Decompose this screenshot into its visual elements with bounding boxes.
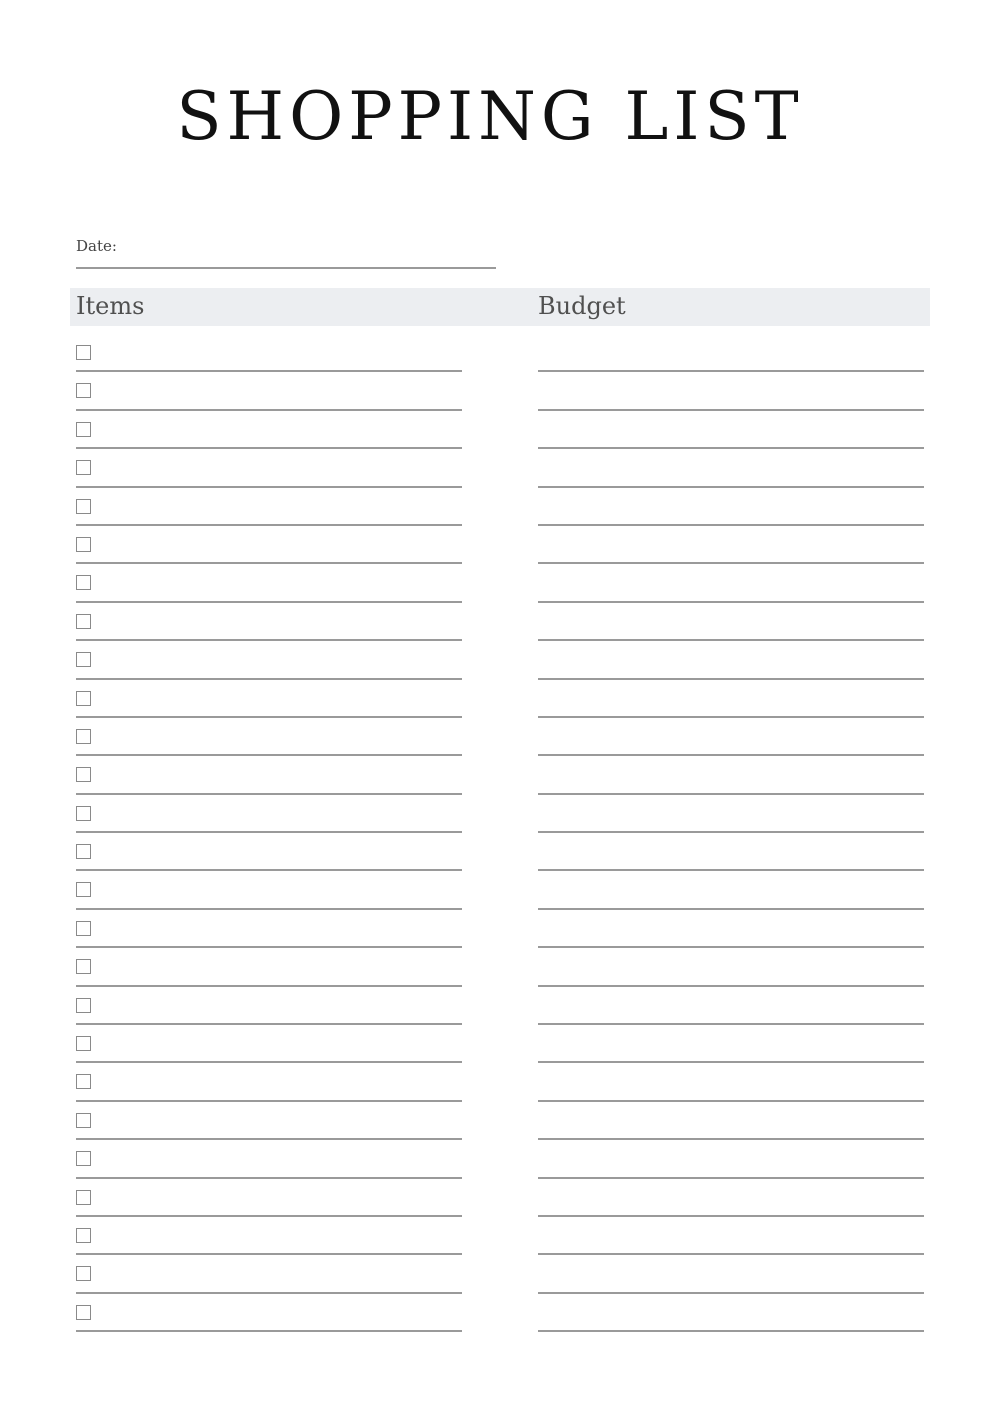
list-row <box>0 1102 1000 1140</box>
list-row <box>0 334 1000 372</box>
list-row <box>0 449 1000 487</box>
item-checkbox[interactable] <box>76 729 91 744</box>
list-row <box>0 411 1000 449</box>
list-row <box>0 1179 1000 1217</box>
list-row <box>0 833 1000 871</box>
item-checkbox[interactable] <box>76 844 91 859</box>
list-row <box>0 948 1000 986</box>
item-checkbox[interactable] <box>76 691 91 706</box>
item-checkbox[interactable] <box>76 345 91 360</box>
item-checkbox[interactable] <box>76 767 91 782</box>
list-row <box>0 1025 1000 1063</box>
item-checkbox[interactable] <box>76 537 91 552</box>
item-checkbox[interactable] <box>76 575 91 590</box>
list-row <box>0 871 1000 909</box>
list-row <box>0 795 1000 833</box>
list-row <box>0 1217 1000 1255</box>
item-checkbox[interactable] <box>76 614 91 629</box>
list-row <box>0 641 1000 679</box>
item-checkbox[interactable] <box>76 499 91 514</box>
item-checkbox[interactable] <box>76 1074 91 1089</box>
item-checkbox[interactable] <box>76 806 91 821</box>
item-checkbox[interactable] <box>76 1113 91 1128</box>
list-row <box>0 910 1000 948</box>
list-row <box>0 526 1000 564</box>
date-label: Date: <box>76 237 117 255</box>
item-checkbox[interactable] <box>76 422 91 437</box>
item-checkbox[interactable] <box>76 1266 91 1281</box>
item-checkbox[interactable] <box>76 1305 91 1320</box>
item-checkbox[interactable] <box>76 383 91 398</box>
item-checkbox[interactable] <box>76 921 91 936</box>
list-row <box>0 680 1000 718</box>
column-header-bar <box>70 288 930 326</box>
item-checkbox[interactable] <box>76 882 91 897</box>
list-row <box>0 1063 1000 1101</box>
item-checkbox[interactable] <box>76 1190 91 1205</box>
date-field[interactable] <box>76 267 496 269</box>
budget-column-header: Budget <box>538 292 626 320</box>
item-entry-line[interactable] <box>76 1330 462 1332</box>
item-checkbox[interactable] <box>76 460 91 475</box>
list-row <box>0 718 1000 756</box>
item-checkbox[interactable] <box>76 1151 91 1166</box>
list-row <box>0 564 1000 602</box>
list-row <box>0 1140 1000 1178</box>
list-row <box>0 1294 1000 1332</box>
items-column-header: Items <box>76 292 145 320</box>
shopping-rows <box>0 334 1000 1332</box>
budget-entry-line[interactable] <box>538 1330 924 1332</box>
list-row <box>0 1255 1000 1293</box>
list-row <box>0 372 1000 410</box>
list-row <box>0 603 1000 641</box>
item-checkbox[interactable] <box>76 1228 91 1243</box>
item-checkbox[interactable] <box>76 1036 91 1051</box>
item-checkbox[interactable] <box>76 959 91 974</box>
list-row <box>0 987 1000 1025</box>
item-checkbox[interactable] <box>76 652 91 667</box>
item-checkbox[interactable] <box>76 998 91 1013</box>
list-row <box>0 488 1000 526</box>
list-row <box>0 756 1000 794</box>
page-title: SHOPPING LIST <box>176 78 804 155</box>
